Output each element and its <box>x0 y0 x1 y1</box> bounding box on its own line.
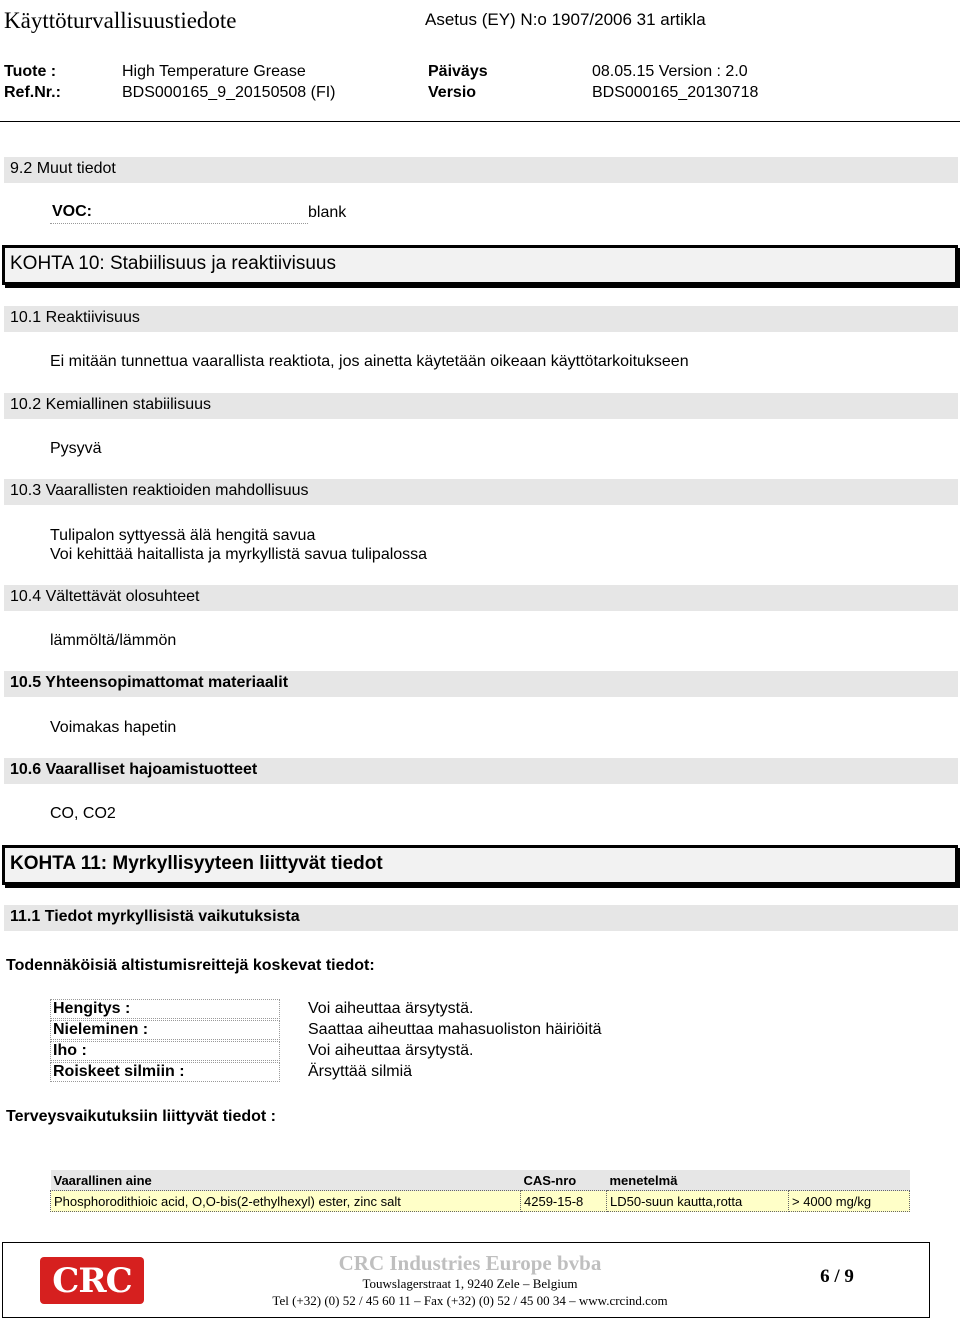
incompatible-materials-text: Voimakas hapetin <box>50 719 177 736</box>
route-value-eyes: Ärsyttää silmiä <box>308 1063 413 1080</box>
date-value: 08.05.15 Version : 2.0 <box>592 63 748 80</box>
subsection-10-5 <box>4 671 958 697</box>
product-label: Tuote : <box>4 63 57 80</box>
page-number: 6 / 9 <box>820 1266 854 1287</box>
stability-text: Pysyvä <box>50 440 102 457</box>
subsection-10-1-title: 10.1 Reaktiivisuus <box>10 309 140 326</box>
regulation-reference: Asetus (EY) N:o 1907/2006 31 artikla <box>425 10 706 29</box>
document-title: Käyttöturvallisuustiedote <box>4 8 237 33</box>
section-10-title: KOHTA 10: Stabiilisuus ja reaktiivisuus <box>10 253 336 274</box>
reactivity-text: Ei mitään tunnettua vaarallista reaktiota, jos ainetta käytetään oikeaan käyttötarkoitukseen <box>50 353 689 370</box>
section-10-header <box>2 245 958 285</box>
route-value-inhalation: Voi aiheuttaa ärsytystä. <box>308 1000 474 1017</box>
subsection-10-5-title: 10.5 Yhteensopimattomat materiaalit <box>10 674 289 691</box>
route-label-skin: Iho : <box>50 1041 280 1061</box>
conditions-avoid-text: lämmöltä/lämmön <box>50 632 177 649</box>
product-value: High Temperature Grease <box>122 63 306 80</box>
company-contact: Tel (+32) (0) 52 / 45 60 11 – Fax (+32) (0) 52 / 45 00 34 – www.crcind.com <box>272 1293 668 1308</box>
table-header-row <box>51 1170 910 1191</box>
subsection-10-3 <box>4 479 958 505</box>
subsection-9-2 <box>4 157 958 183</box>
hazardous-reactions-text-1: Tulipalon syttyessä älä hengitä savua <box>50 527 316 544</box>
toxicity-table <box>50 1170 910 1212</box>
route-label-eyes: Roiskeet silmiin : <box>50 1062 280 1082</box>
subsection-11-1-title: 11.1 Tiedot myrkyllisistä vaikutuksista <box>10 908 300 925</box>
table-cell-value: > 4000 mg/kg <box>789 1191 910 1212</box>
table-cell-method: LD50-suun kautta,rotta <box>607 1191 789 1212</box>
subsection-10-4 <box>4 585 958 611</box>
table-cell-substance: Phosphorodithioic acid, O,O-bis(2-ethylhexyl) ester, zinc salt <box>51 1191 521 1212</box>
table-cell-cas: 4259-15-8 <box>521 1191 607 1212</box>
section-11-header <box>2 845 958 885</box>
table-row <box>51 1191 910 1212</box>
table-header-value <box>789 1170 910 1191</box>
table-header-method: menetelmä <box>607 1170 789 1191</box>
company-address: Touwslagerstraat 1, 9240 Zele – Belgium <box>362 1276 578 1291</box>
route-value-ingestion: Saattaa aiheuttaa mahasuoliston häiriöitä <box>308 1021 602 1038</box>
section-11-title: KOHTA 11: Myrkyllisyyteen liittyvät tiedot <box>10 853 383 874</box>
version-label: Versio <box>428 84 477 101</box>
subsection-10-6 <box>4 758 958 784</box>
version-value: BDS000165_20130718 <box>592 84 759 101</box>
crc-logo-text: CRC <box>52 1261 132 1301</box>
company-name: CRC Industries Europe bvba <box>338 1251 602 1275</box>
ref-value: BDS000165_9_20150508 (FI) <box>122 84 336 101</box>
table-header-cas: CAS-nro <box>521 1170 607 1191</box>
route-label-ingestion: Nieleminen : <box>50 1020 280 1040</box>
table-header-substance: Vaarallinen aine <box>51 1170 521 1191</box>
voc-label: VOC: <box>52 203 92 220</box>
subsection-10-4-title: 10.4 Vältettävät olosuhteet <box>10 588 200 605</box>
subsection-9-2-title: 9.2 Muut tiedot <box>10 160 116 177</box>
decomposition-products-text: CO, CO2 <box>50 805 116 822</box>
subsection-10-3-title: 10.3 Vaarallisten reaktioiden mahdollisuus <box>10 482 309 499</box>
date-label: Päiväys <box>428 63 488 80</box>
subsection-10-2-title: 10.2 Kemiallinen stabiilisuus <box>10 396 211 413</box>
health-effects-heading: Terveysvaikutuksiin liittyvät tiedot : <box>6 1108 277 1125</box>
exposure-routes-heading: Todennäköisiä altistumisreittejä koskevat tiedot: <box>6 957 375 974</box>
subsection-10-2 <box>4 393 958 419</box>
header-divider <box>0 121 960 122</box>
route-value-skin: Voi aiheuttaa ärsytystä. <box>308 1042 474 1059</box>
subsection-10-6-title: 10.6 Vaaralliset hajoamistuotteet <box>10 761 258 778</box>
route-label-inhalation: Hengitys : <box>50 999 280 1019</box>
subsection-10-1 <box>4 306 958 332</box>
crc-logo <box>40 1257 144 1304</box>
voc-label-cell <box>50 203 308 224</box>
voc-value: blank <box>308 204 347 221</box>
ref-label: Ref.Nr.: <box>4 84 61 101</box>
hazardous-reactions-text-2: Voi kehittää haitallista ja myrkyllistä savua tulipalossa <box>50 546 428 563</box>
subsection-11-1 <box>4 905 958 931</box>
